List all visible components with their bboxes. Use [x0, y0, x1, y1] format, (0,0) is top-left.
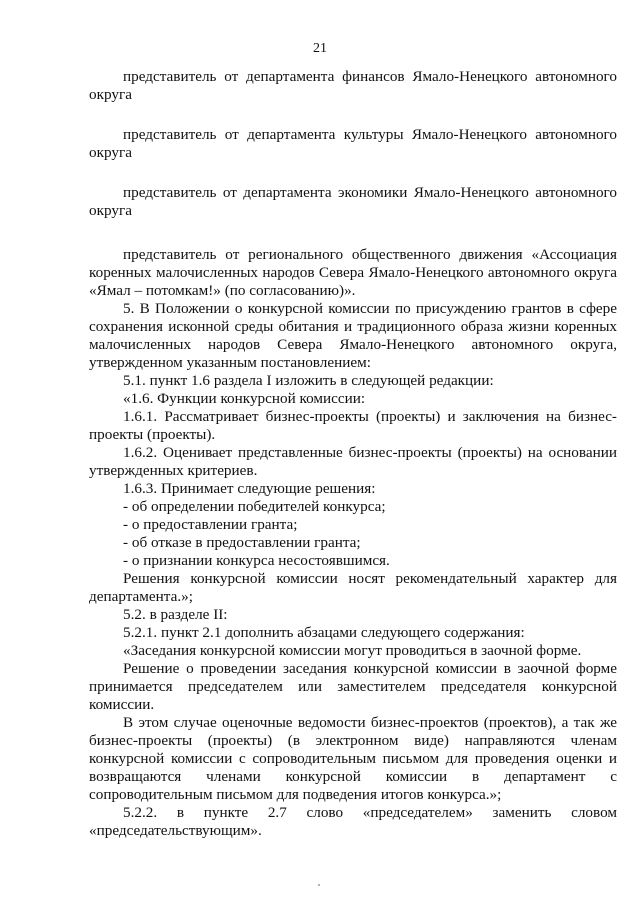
- paragraph-item-1-6-1: 1.6.1. Рассматривает бизнес-проекты (проекты) и заключения на бизнес-проекты (проекты).: [89, 408, 617, 443]
- paragraph-item-1-6-2: 1.6.2. Оценивает представленные бизнес-проекты (проекты) на основании утвержденных критериев.: [89, 444, 617, 479]
- paragraph-item-5: 5. В Положении о конкурсной комиссии по присуждению грантов в сфере сохранения исконной среды обитания и традиционного образа жизни коренных малочисленных народов Севера Ямало-Ненецкого автономного округа, утвержденном указанным постановлением:: [89, 300, 617, 371]
- paragraph-member-culture: представитель от департамента культуры Ямало-Ненецкого автономного округа: [89, 126, 617, 161]
- list-item: - о признании конкурса несостоявшимся.: [123, 552, 390, 569]
- paragraph-item-1-6: «1.6. Функции конкурсной комиссии:: [123, 390, 366, 407]
- list-item: - об определении победителей конкурса;: [123, 498, 386, 515]
- paragraph-item-1-6-3: 1.6.3. Принимает следующие решения:: [123, 480, 376, 497]
- page-number: 21: [313, 41, 327, 56]
- paragraph-item-5-1: 5.1. пункт 1.6 раздела I изложить в следующей редакции:: [123, 372, 494, 389]
- paragraph-item-5-2-1: 5.2.1. пункт 2.1 дополнить абзацами следующего содержания:: [123, 624, 525, 641]
- scan-speck: [318, 884, 320, 886]
- paragraph-evaluation-sheets: В этом случае оценочные ведомости бизнес-проектов (проектов), а так же бизнес-проекты (проекты) (в электронном виде) направляются членам конкурсной комиссии с сопроводительным письмом для проведения оценки и возвращаются членами конкурсной комиссии в департамент с сопроводительным письмом для подведения итогов конкурса.»;: [89, 714, 617, 803]
- paragraph-member-finance: представитель от департамента финансов Ямало-Ненецкого автономного округа: [89, 68, 617, 103]
- paragraph-member-economy: представитель от департамента экономики Ямало-Ненецкого автономного округа: [89, 184, 617, 219]
- document-body: [89, 68, 617, 840]
- list-item: - об отказе в предоставлении гранта;: [123, 534, 361, 551]
- list-item: - о предоставлении гранта;: [123, 516, 298, 533]
- paragraph-absentee-decision: Решение о проведении заседания конкурсной комиссии в заочной форме принимается председателем или заместителем председателя конкурсной комиссии.: [89, 660, 617, 713]
- paragraph-decisions-character: Решения конкурсной комиссии носят рекомендательный характер для департамента.»;: [89, 570, 617, 605]
- paragraph-member-association: представитель от регионального общественного движения «Ассоциация коренных малочисленных народов Севера Ямало-Ненецкого автономного округа «Ямал – потомкам!» (по согласованию)».: [89, 246, 617, 299]
- paragraph-item-5-2: 5.2. в разделе II:: [123, 606, 228, 623]
- paragraph-item-5-2-2: 5.2.2. в пункте 2.7 слово «председателем» заменить словом «председательствующим».: [89, 804, 617, 839]
- paragraph-absentee-meetings: «Заседания конкурсной комиссии могут проводиться в заочной форме.: [123, 642, 582, 659]
